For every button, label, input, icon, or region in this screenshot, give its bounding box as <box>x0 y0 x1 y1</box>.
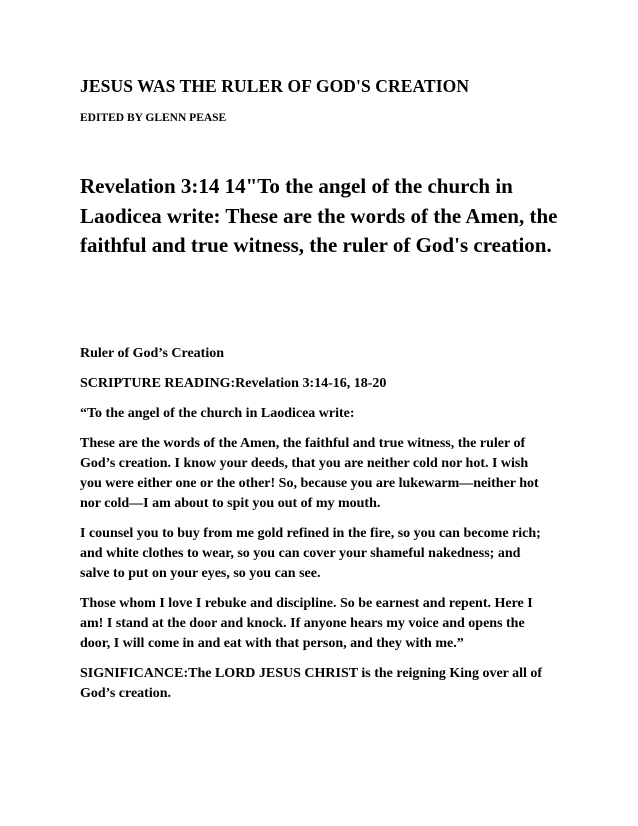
verse-heading-line: Revelation 3:14 14"To the angel of the church in <box>80 174 513 198</box>
paragraph-line: am! I stand at the door and knock. If anyone hears my voice and opens the <box>80 616 525 631</box>
significance-line: God’s creation. <box>80 686 171 701</box>
paragraph-line: I counsel you to buy from me gold refined in the fire, so you can become rich; <box>80 526 541 541</box>
verse-heading-line: Laodicea write: These are the words of the Amen, the <box>80 203 558 228</box>
paragraph-1 <box>80 434 570 514</box>
paragraph-line: salve to put on your eyes, so you can see. <box>80 566 321 581</box>
paragraph-line: These are the words of the Amen, the faithful and true witness, the ruler of <box>80 436 526 451</box>
paragraph-2 <box>80 524 570 584</box>
verse-heading <box>80 172 570 261</box>
paragraph-3 <box>80 594 570 654</box>
paragraph-line: door, I will come in and eat with that person, and they with me.” <box>80 636 464 651</box>
document-title: JESUS WAS THE RULER OF GOD'S CREATION <box>80 76 470 96</box>
scripture-reading: SCRIPTURE READING:Revelation 3:14-16, 18-20 <box>80 376 387 391</box>
paragraph-line: Those whom I love I rebuke and discipline. So be earnest and repent. Here I <box>80 596 533 611</box>
verse-heading-line: faithful and true witness, the ruler of God's creation. <box>80 233 552 257</box>
body-text <box>80 344 570 704</box>
paragraph-line: God’s creation. I know your deeds, that you are neither cold nor hot. I wish <box>80 456 529 471</box>
paragraph-line: you were either one or the other! So, because you are lukewarm—neither hot <box>80 476 539 491</box>
section-title: Ruler of God’s Creation <box>80 346 225 361</box>
paragraph-line: and white clothes to wear, so you can cover your shameful nakedness; and <box>80 546 521 561</box>
opening-line: “To the angel of the church in Laodicea write: <box>80 406 355 421</box>
paragraph-line: nor cold—I am about to spit you out of my mouth. <box>80 496 381 511</box>
editor-credit: EDITED BY GLENN PEASE <box>80 112 227 124</box>
significance-line: SIGNIFICANCE:The LORD JESUS CHRIST is the reigning King over all of <box>80 666 543 681</box>
significance <box>80 664 570 704</box>
